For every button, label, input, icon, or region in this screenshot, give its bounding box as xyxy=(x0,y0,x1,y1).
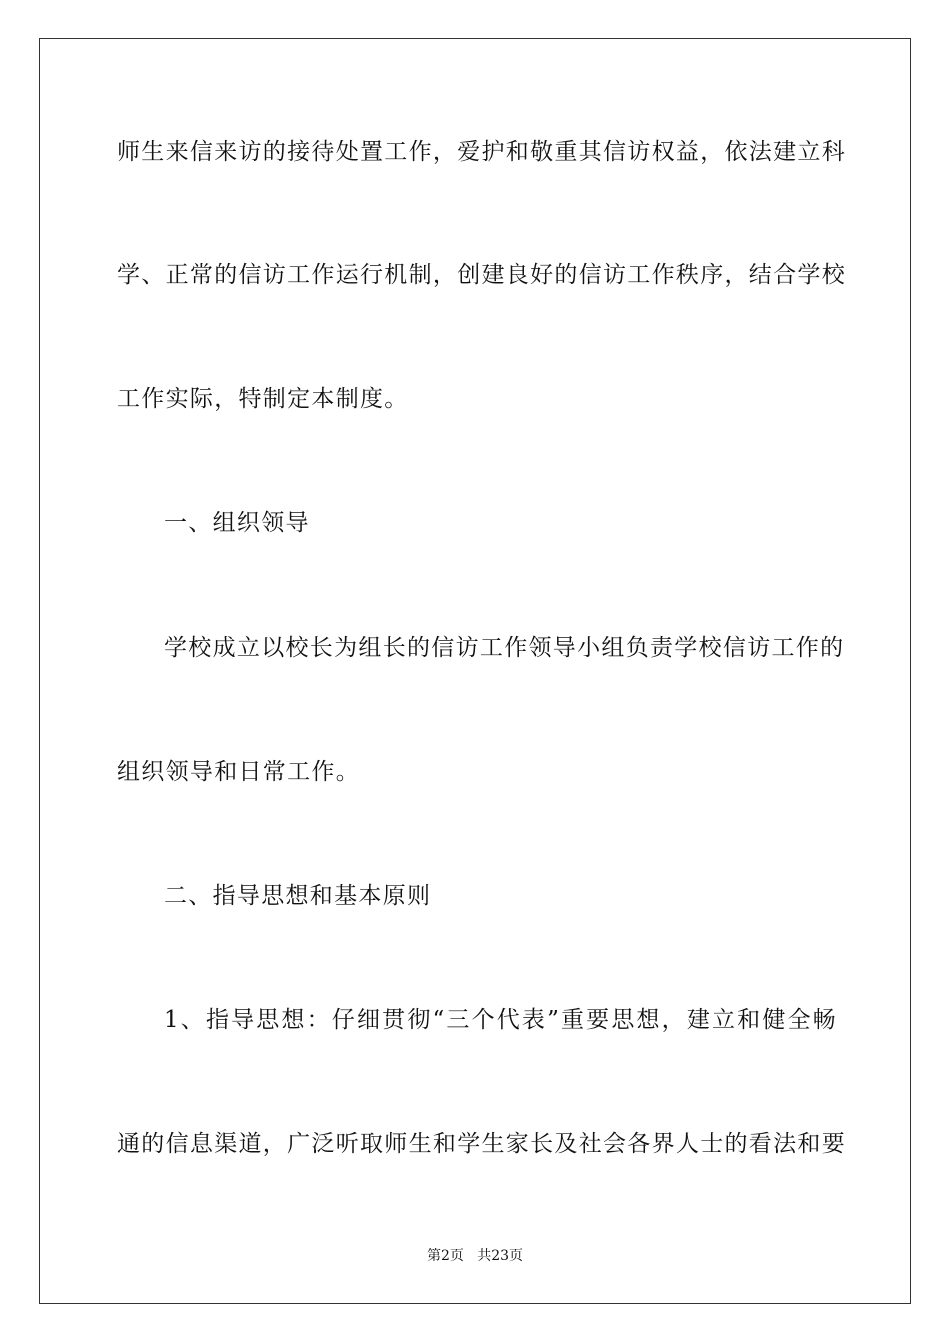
body-text-line: 组织领导和日常工作。 xyxy=(117,759,360,785)
page-border xyxy=(39,38,911,1304)
section-heading: 一、组织领导 xyxy=(164,510,310,536)
section-heading: 二、指导思想和基本原则 xyxy=(164,883,432,909)
body-text-line: 工作实际，特制定本制度。 xyxy=(117,386,409,412)
page-number-footer: 第2页 共23页 xyxy=(426,1248,524,1264)
body-text-line: 学、正常的信访工作运行机制，创建良好的信访工作秩序，结合学校 xyxy=(117,262,846,288)
body-text-line: 通的信息渠道，广泛听取师生和学生家长及社会各界人士的看法和要 xyxy=(117,1131,846,1157)
body-text-line: 师生来信来访的接待处置工作，爱护和敬重其信访权益，依法建立科 xyxy=(117,139,846,165)
body-text-line: 学校成立以校长为组长的信访工作领导小组负责学校信访工作的 xyxy=(164,635,845,661)
body-text-line: 1、指导思想：仔细贯彻“三个代表”重要思想，建立和健全畅 xyxy=(164,1007,837,1033)
